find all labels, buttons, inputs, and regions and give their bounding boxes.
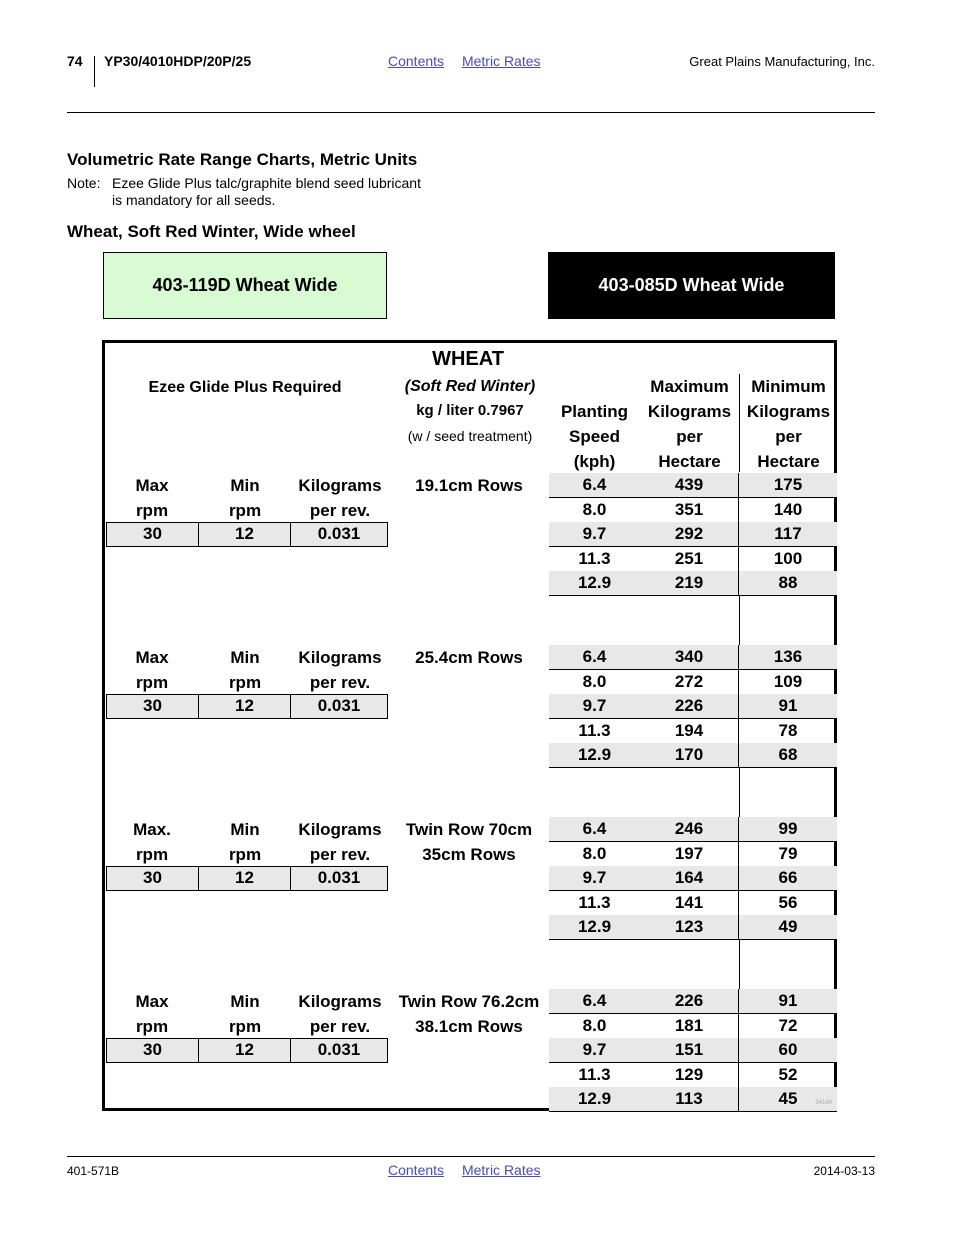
kg-per-rev-label-line-2: per rev. [309, 845, 371, 864]
speed-cell: 6.4 [582, 991, 607, 1010]
speed-cell: 9.7 [582, 868, 607, 887]
table-row [549, 645, 837, 670]
min-rate-cell: 109 [773, 671, 803, 691]
speed-cell: 9.7 [582, 524, 607, 543]
speed-cell: 12.9 [577, 1089, 612, 1108]
contents-link[interactable]: Contents [388, 1162, 445, 1178]
min-rpm-label-line-2: rpm [228, 501, 262, 520]
speed-cell: 12.9 [577, 745, 612, 764]
document-number: 401-571B [67, 1164, 120, 1178]
min-rate-cell: 66 [778, 868, 798, 887]
gap-column-divider [739, 596, 740, 646]
table-row [549, 547, 837, 572]
min-rate-cell: 140 [773, 499, 803, 519]
meter-box-085d: 403-085D Wheat Wide [548, 252, 835, 319]
table-row [549, 719, 837, 744]
kg-per-rev-label-line-1: Kilograms [298, 992, 382, 1011]
note-label: Note: [67, 175, 101, 191]
contents-link[interactable]: Contents [388, 53, 445, 69]
min-rpm-label [199, 817, 291, 867]
kg-per-rev-label [291, 473, 389, 523]
speed-column-header: Planting Speed (kph) [560, 402, 629, 471]
max-rate-cell: 151 [640, 1038, 739, 1062]
kg-per-rev-value: 0.031 [317, 696, 361, 715]
row-spacing-label [389, 817, 549, 867]
max-rpm-label [106, 645, 198, 695]
row-spacing-line-1: 25.4cm Rows [415, 648, 523, 667]
row-spacing-label [389, 989, 549, 1039]
max-rpm-label [106, 473, 198, 523]
table-row [549, 866, 837, 891]
lubricant-note: Ezee Glide Plus Required [148, 379, 342, 396]
page-number: 74 [67, 53, 83, 69]
max-rpm-label [106, 817, 198, 867]
note-line-2: is mandatory for all seeds. [112, 192, 276, 208]
min-rate-cell: 56 [778, 892, 798, 912]
speed-cell: 11.3 [578, 892, 611, 912]
kg-per-rev-label-line-1: Kilograms [298, 476, 382, 495]
max-rate-cell: 351 [640, 498, 739, 522]
max-rate-cell: 194 [640, 719, 739, 743]
kg-per-rev-label [291, 989, 389, 1039]
rpm-setting-table [106, 1038, 388, 1063]
crop-title: WHEAT [432, 348, 504, 370]
table-row [549, 743, 837, 768]
min-rate-cell: 72 [778, 1015, 798, 1035]
max-rate-cell: 141 [640, 891, 739, 915]
kg-per-rev-label-line-1: Kilograms [298, 820, 382, 839]
max-rate-cell: 226 [640, 989, 739, 1013]
table-row [549, 522, 837, 547]
metric-rates-link[interactable]: Metric Rates [461, 53, 541, 69]
max-rate-cell: 340 [640, 645, 739, 669]
max-rpm-label-line-1: Max [135, 992, 169, 1011]
max-rate-column-header: Maximum Kilograms per Hectare [647, 377, 732, 471]
min-rpm-label [199, 645, 291, 695]
max-rpm-label-line-2: rpm [135, 673, 169, 692]
max-rate-cell: 164 [640, 866, 739, 890]
max-rpm-label-line-1: Max [135, 476, 169, 495]
max-rate-cell: 246 [640, 817, 739, 841]
rpm-setting-table [106, 866, 388, 891]
min-rate-cell: 68 [778, 745, 798, 764]
max-rpm-label-line-1: Max [135, 648, 169, 667]
rate-chart [102, 340, 837, 1111]
table-row [549, 817, 837, 842]
section-title: Volumetric Rate Range Charts, Metric Units [67, 150, 418, 169]
max-rate-cell: 113 [640, 1087, 739, 1111]
max-rpm-label-line-1: Max. [133, 820, 171, 839]
table-row [549, 1087, 837, 1112]
kg-per-rev-label-line-1: Kilograms [298, 648, 382, 667]
max-rpm-value: 30 [107, 1039, 199, 1062]
max-rpm-value: 30 [107, 695, 199, 718]
min-rpm-value: 12 [199, 695, 291, 718]
kg-per-rev-label-line-2: per rev. [309, 501, 371, 520]
table-row [549, 498, 837, 523]
max-rate-cell: 123 [640, 915, 739, 939]
table-row [549, 694, 837, 719]
kg-per-rev-value: 0.031 [317, 524, 361, 543]
row-spacing-line-2: 35cm Rows [422, 845, 516, 864]
max-rate-cell: 251 [640, 547, 739, 571]
max-rpm-label-line-2: rpm [135, 501, 169, 520]
kg-per-rev-label [291, 645, 389, 695]
min-rate-cell: 100 [773, 548, 803, 568]
min-rate-cell: 175 [773, 475, 803, 494]
meter-box-119d: 403-119D Wheat Wide [103, 252, 387, 319]
kg-per-rev-label [291, 817, 389, 867]
min-rate-cell: 60 [778, 1040, 798, 1059]
note-text [112, 175, 472, 209]
min-rate-cell: 136 [773, 647, 803, 666]
table-row [549, 891, 837, 916]
speed-cell: 9.7 [582, 1040, 607, 1059]
speed-cell: 8.0 [582, 1015, 607, 1035]
gap-column-divider [739, 940, 740, 990]
max-rate-cell: 272 [640, 670, 739, 694]
max-rate-cell: 439 [640, 473, 739, 497]
treatment-label: (w / seed treatment) [407, 428, 533, 444]
metric-rates-link[interactable]: Metric Rates [461, 1162, 541, 1178]
rpm-setting-table [106, 694, 388, 719]
max-rpm-label-line-2: rpm [135, 1017, 169, 1036]
table-row [549, 571, 837, 596]
speed-cell: 6.4 [582, 475, 607, 494]
max-rate-cell: 226 [640, 694, 739, 718]
row-spacing-line-1: Twin Row 70cm [405, 820, 533, 839]
min-rpm-value: 12 [199, 867, 291, 890]
rpm-setting-table [106, 522, 388, 547]
max-rpm-label-line-2: rpm [135, 845, 169, 864]
min-rate-cell: 88 [778, 573, 798, 592]
table-row [549, 1063, 837, 1088]
speed-cell: 11.3 [578, 720, 611, 740]
max-rpm-value: 30 [107, 867, 199, 890]
max-rate-cell: 129 [640, 1063, 739, 1087]
header-divider [94, 56, 95, 87]
table-row [549, 1038, 837, 1063]
min-rpm-label [199, 989, 291, 1039]
speed-cell: 6.4 [582, 647, 607, 666]
max-rpm-label [106, 989, 198, 1039]
revision-date: 2014-03-13 [813, 1164, 875, 1178]
max-rate-cell: 219 [640, 571, 739, 595]
speed-cell: 11.3 [578, 1064, 611, 1084]
density-label: kg / liter 0.7967 [416, 402, 524, 419]
min-rate-cell: 99 [778, 819, 798, 838]
speed-cell: 6.4 [582, 819, 607, 838]
table-row [549, 1014, 837, 1039]
min-rate-cell: 91 [778, 696, 798, 715]
speed-cell: 8.0 [582, 671, 607, 691]
min-rate-cell: 49 [778, 917, 798, 936]
min-rpm-label-line-1: Min [230, 820, 260, 839]
row-spacing-label [389, 473, 549, 498]
gap-column-divider [739, 768, 740, 818]
kg-per-rev-value: 0.031 [317, 1040, 361, 1059]
speed-cell: 12.9 [577, 573, 612, 592]
footer-rule [67, 1156, 875, 1157]
model-title: YP30/4010HDP/20P/25 [104, 53, 252, 69]
max-rate-cell: 170 [640, 743, 739, 767]
min-rpm-label-line-2: rpm [228, 1017, 262, 1036]
table-row [549, 473, 837, 498]
variety-label: (Soft Red Winter) [404, 378, 536, 395]
header-nav [388, 53, 555, 69]
min-rate-cell: 78 [778, 720, 798, 740]
note-line-1: Ezee Glide Plus talc/graphite blend seed lubricant [112, 175, 421, 191]
min-rpm-label-line-2: rpm [228, 845, 262, 864]
speed-cell: 8.0 [582, 499, 607, 519]
header-column-divider [739, 374, 740, 472]
table-row [549, 670, 837, 695]
row-spacing-line-1: 19.1cm Rows [415, 476, 523, 495]
min-rate-cell: 45 [778, 1089, 798, 1108]
speed-cell: 11.3 [578, 548, 611, 568]
table-row [549, 842, 837, 867]
row-spacing-line-1: Twin Row 76.2cm [398, 992, 540, 1011]
table-row [549, 915, 837, 940]
min-rate-column-header: Minimum Kilograms per Hectare [746, 377, 831, 471]
row-spacing-label [389, 645, 549, 670]
min-rpm-label-line-1: Min [230, 476, 260, 495]
table-row [549, 989, 837, 1014]
header-rule [67, 112, 875, 113]
min-rpm-value: 12 [199, 1039, 291, 1062]
speed-cell: 8.0 [582, 843, 607, 863]
min-rate-cell: 52 [778, 1064, 798, 1084]
row-spacing-line-2: 38.1cm Rows [415, 1017, 523, 1036]
speed-cell: 12.9 [577, 917, 612, 936]
min-rate-cell: 91 [778, 991, 798, 1010]
company-name: Great Plains Manufacturing, Inc. [689, 54, 875, 69]
min-rate-cell: 117 [774, 524, 802, 543]
max-rate-cell: 181 [640, 1014, 739, 1038]
min-rpm-label-line-1: Min [230, 992, 260, 1011]
max-rate-cell: 292 [640, 522, 739, 546]
max-rate-cell: 197 [640, 842, 739, 866]
min-rpm-label [199, 473, 291, 523]
kg-per-rev-label-line-2: per rev. [309, 673, 371, 692]
min-rpm-label-line-2: rpm [228, 673, 262, 692]
figure-id: 34184 [815, 1100, 832, 1106]
min-rate-cell: 79 [778, 843, 798, 863]
speed-cell: 9.7 [582, 696, 607, 715]
min-rpm-value: 12 [199, 523, 291, 546]
crop-subtitle: Wheat, Soft Red Winter, Wide wheel [67, 222, 356, 241]
kg-per-rev-label-line-2: per rev. [309, 1017, 371, 1036]
min-rpm-label-line-1: Min [230, 648, 260, 667]
max-rpm-value: 30 [107, 523, 199, 546]
footer-nav [388, 1162, 555, 1178]
kg-per-rev-value: 0.031 [317, 868, 361, 887]
